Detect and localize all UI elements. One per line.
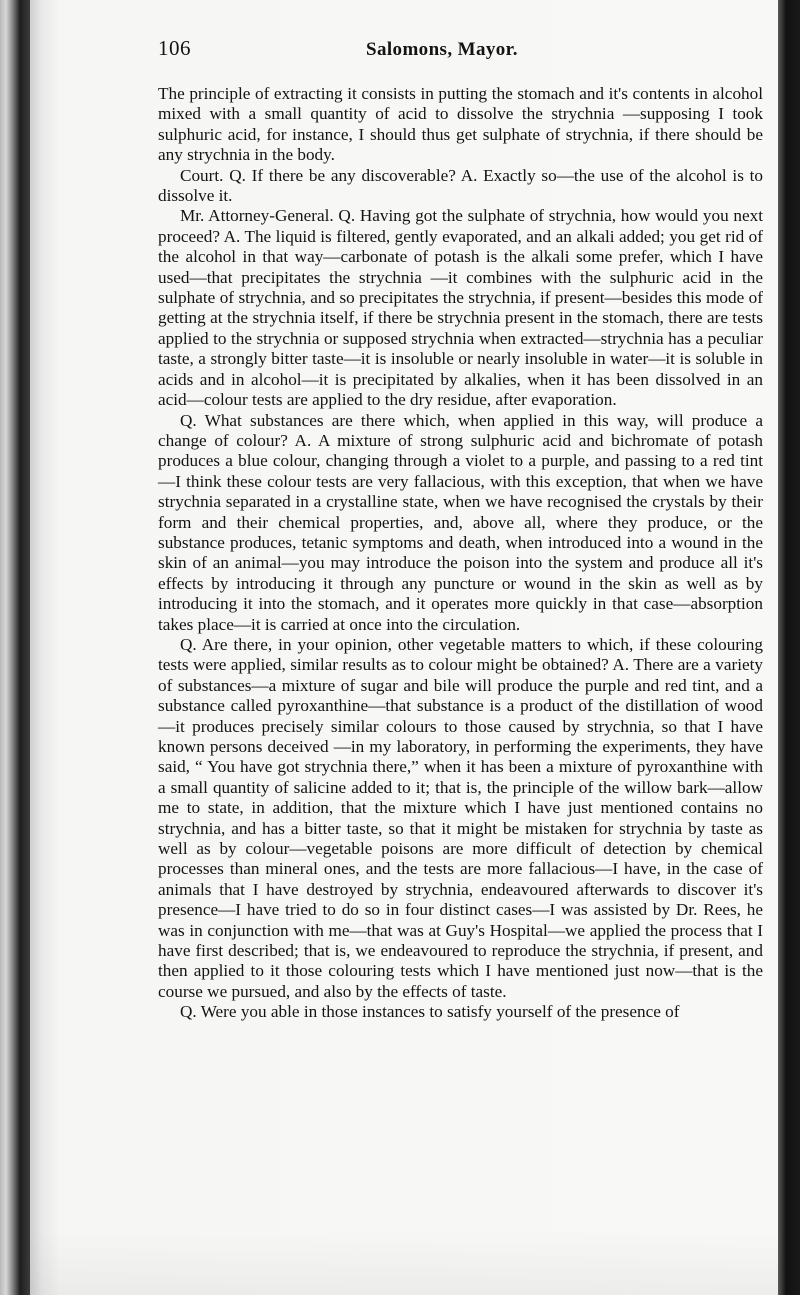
scan-binding-edge	[0, 0, 30, 1295]
paragraph-2: Court. Q. If there be any discoverable? A. Exactly so—the use of the alcohol is to dissolve it.	[158, 165, 763, 206]
paragraph-5: Q. Are there, in your opinion, other vegetable matters to which, if these colouring tests were applied, similar results as to colour might be obtained? A. There are a variety of substances—a mixture of sugar and bile will produce the purple and red tint, and a substance called pyroxanthine—that substance is a product of the distillation of wood—it produces precisely similar colours to those caused by strychnia, so that I have known persons deceived —in my laboratory, in performing the experiments, they have said, “ You have got strychnia there,” when it has been a mixture of pyroxanthine with a small quantity of salicine added to it; that is, the principle of the willow bark—allow me to state, in addition, that the mixture which I have just mentioned contains no strychnia, and has a bitter taste, so that it might be mistaken for strychnia by taste as well as by colour—vegetable poisons are more difficult of detection by chemical processes than mineral ones, and the tests are more fallacious—I have, in the case of animals that I have destroyed by strychnia, endeavoured afterwards to discover it's presence—I have tried to do so in four distinct cases—I was assisted by Dr. Rees, he was in conjunction with me—that was at Guy's Hospital—we applied the process that I have first described; that is, we endeavoured to reproduce the strychnia, if present, and then applied to it those colouring tests which I have mentioned just now—that is the course we pursued, and also by the effects of taste.	[158, 634, 763, 1001]
page-fore-edge	[778, 0, 800, 1295]
page-text	[158, 36, 763, 1023]
page-shadow	[30, 1230, 778, 1295]
paragraph-3: Mr. Attorney-General. Q. Having got the sulphate of strychnia, how would you next proceed? A. The liquid is filtered, gently evaporated, and an alkali added; you get rid of the alcohol in that way—carbonate of potash is the alkali some prefer, which I have used—that precipitates the strychnia —it combines with the sulphuric acid in the sulphate of strychnia, and so precipitates the strychnia, if present—besides this mode of getting at the strychnia itself, if there be strychnia present in the stomach, there are tests applied to the strychnia or supposed strychnia when extracted—strychnia has a peculiar taste, a strongly bitter taste—it is insoluble or nearly insoluble in water—it is soluble in acids and in alcohol—it is precipitated by alkalies, when it has been dissolved in an acid—colour tests are applied to the dry residue, after evaporation.	[158, 206, 763, 410]
page-header	[158, 36, 763, 76]
paragraph-1: The principle of extracting it consists in putting the stomach and it's contents in alcohol mixed with a small quantity of acid to dissolve the strychnia —supposing I took sulphuric acid, for instance, I should thus get sulphate of strychnia, if there should be any strychnia in the body.	[158, 84, 763, 165]
paragraph-6: Q. Were you able in those instances to satisfy yourself of the presence of	[180, 1002, 680, 1022]
page-number: 106	[158, 36, 191, 60]
paragraph-4: Q. What substances are there which, when applied in this way, will produce a change of colour? A. A mixture of strong sulphuric acid and bichromate of potash produces a blue colour, changing through a violet to a purple, and passing to a red tint—I think these colour tests are very fallacious, with this exception, that when we have strychnia separated in a crystalline state, when we have recognised the crystals by their form and their chemical properties, and, above all, where they produce, or the substance produces, tetanic symptoms and death, when introduced into a wound in the skin of an animal—you may introduce the poison into the system and produce all it's effects by introducing it through any puncture or wound in the skin as well as by introducing it into the stomach, and it operates more quickly in that case—absorption takes place—it is carried at once into the circulation.	[158, 410, 763, 634]
running-title: Salomons, Mayor.	[366, 39, 518, 60]
